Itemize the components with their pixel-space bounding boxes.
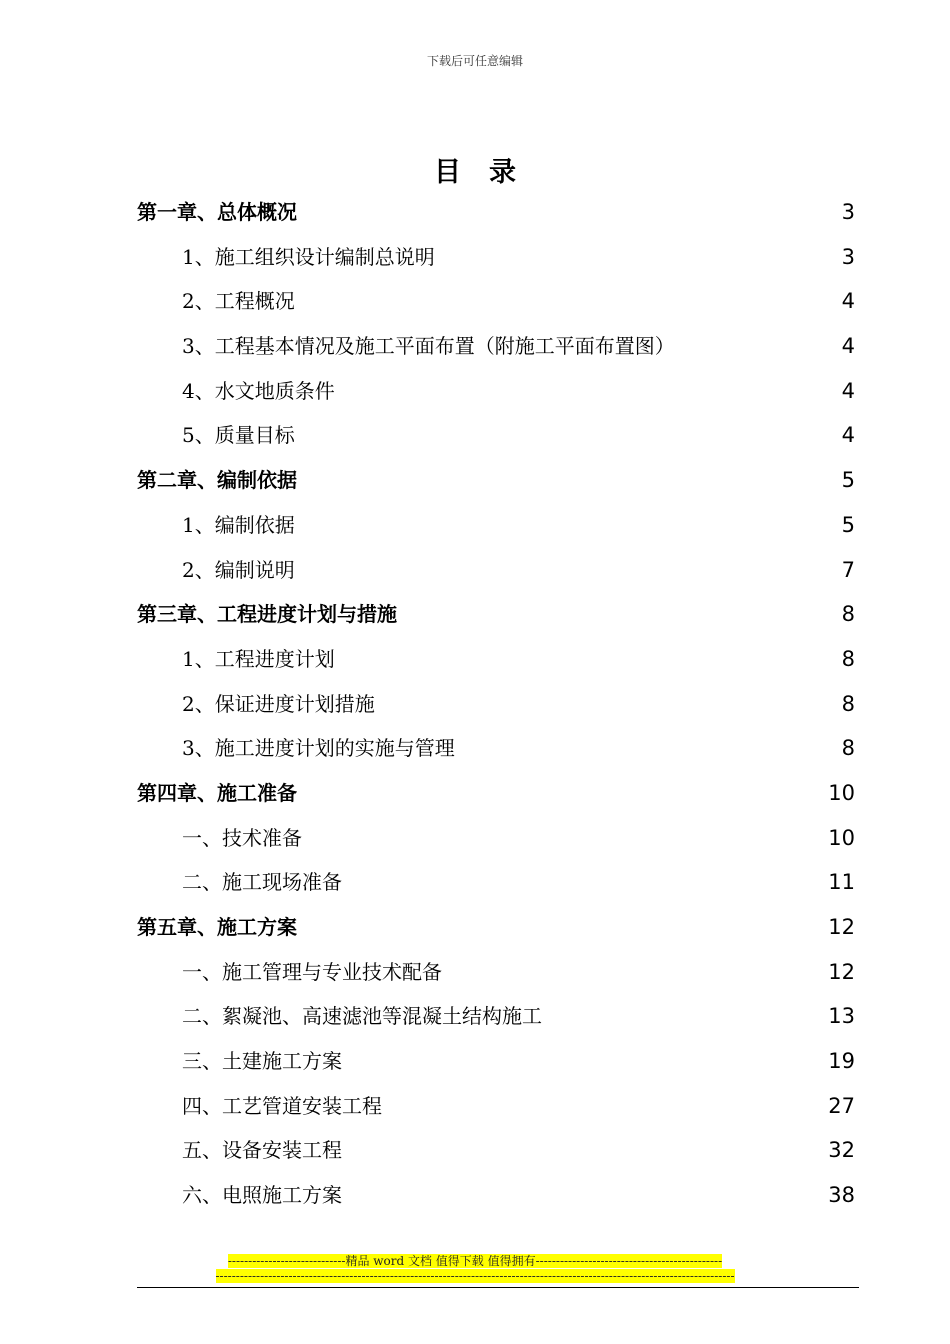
toc-entry-label: 二、施工现场准备 [182, 870, 342, 895]
toc-entry-label: 一、技术准备 [182, 825, 302, 850]
toc-entry-page-number: 3 [841, 200, 855, 224]
toc-entry-label: 2、保证进度计划措施 [182, 691, 375, 716]
toc-entry-label: 五、设备安装工程 [182, 1138, 342, 1163]
toc-entry-label: 3、施工进度计划的实施与管理 [182, 736, 455, 761]
toc-entry-page-number: 19 [828, 1049, 855, 1074]
toc-entry-page-number: 4 [841, 423, 855, 448]
toc-section-entry[interactable] [137, 860, 855, 905]
toc-section-entry[interactable] [137, 816, 855, 861]
toc-chapter-entry[interactable] [137, 592, 855, 637]
toc-entry-page-number: 7 [841, 557, 855, 582]
toc-entry-page-number: 4 [841, 378, 855, 403]
toc-entry-page-number: 32 [828, 1138, 855, 1163]
toc-entry-label: 第四章、施工准备 [137, 780, 297, 805]
toc-entry-page-number: 8 [841, 736, 855, 761]
toc-entry-page-number: 10 [828, 780, 855, 805]
toc-entry-label: 4、水文地质条件 [182, 378, 335, 403]
toc-entry-page-number: 4 [841, 334, 855, 359]
toc-chapter-entry[interactable] [137, 771, 855, 816]
toc-entry-label: 二、絮凝池、高速滤池等混凝土结构施工 [182, 1004, 542, 1029]
footer-divider [137, 1287, 859, 1288]
toc-entry-page-number: 10 [828, 825, 855, 850]
toc-entry-label: 第五章、施工方案 [137, 915, 297, 939]
toc-entry-page-number: 4 [841, 289, 855, 314]
toc-entry-label: 六、电照施工方案 [182, 1183, 342, 1208]
toc-section-entry[interactable] [137, 413, 855, 458]
toc-entry-page-number: 5 [841, 468, 855, 493]
footer-banner-dashes: -------------------------------------------------------------------------------------------------------------------------------- [215, 1269, 735, 1283]
toc-chapter-entry[interactable] [137, 905, 855, 950]
toc-section-entry[interactable] [137, 994, 855, 1039]
toc-section-entry[interactable] [137, 950, 855, 995]
toc-entry-label: 1、工程进度计划 [182, 646, 335, 671]
toc-section-entry[interactable] [137, 1039, 855, 1084]
toc-entry-page-number: 38 [828, 1183, 855, 1208]
toc-section-entry[interactable] [137, 1173, 855, 1218]
toc-entry-label: 1、编制依据 [182, 512, 295, 537]
toc-entry-label: 5、质量目标 [182, 423, 295, 448]
toc-entry-page-number: 27 [828, 1093, 855, 1118]
toc-chapter-entry[interactable] [137, 190, 855, 235]
toc-entry-page-number: 13 [828, 1004, 855, 1029]
page-header: 下载后可任意编辑 [426, 54, 523, 68]
footer-banner-line-1 [0, 1254, 950, 1269]
toc-entry-label: 3、工程基本情况及施工平面布置（附施工平面布置图） [182, 334, 675, 359]
toc-section-entry[interactable] [137, 1128, 855, 1173]
toc-section-entry[interactable] [137, 369, 855, 414]
toc-entry-page-number: 8 [841, 646, 855, 671]
toc-entry-page-number: 5 [841, 512, 855, 537]
toc-entry-page-number: 11 [828, 870, 855, 895]
toc-entry-label: 2、工程概况 [182, 289, 295, 314]
toc-entry-label: 第二章、编制依据 [137, 468, 297, 493]
toc-section-entry[interactable] [137, 682, 855, 727]
toc-entry-label: 三、土建施工方案 [182, 1049, 342, 1074]
toc-entry-label: 四、工艺管道安装工程 [182, 1093, 382, 1118]
toc-entry-page-number: 8 [841, 602, 855, 627]
toc-section-entry[interactable] [137, 1084, 855, 1129]
toc-entry-label: 一、施工管理与专业技术配备 [182, 959, 442, 984]
toc-entry-page-number: 12 [828, 959, 855, 984]
toc-section-entry[interactable] [137, 637, 855, 682]
toc-entry-label: 第三章、工程进度计划与措施 [137, 602, 397, 627]
toc-entry-label: 1、施工组织设计编制总说明 [182, 244, 435, 269]
toc-entry-page-number: 8 [841, 691, 855, 716]
toc-entry-page-number: 3 [841, 244, 855, 269]
toc-entry-page-number: 12 [828, 915, 855, 939]
toc-entry-label: 2、编制说明 [182, 557, 295, 582]
footer-banner-line-2 [0, 1269, 950, 1284]
toc-section-entry[interactable] [137, 503, 855, 548]
toc-section-entry[interactable] [137, 726, 855, 771]
toc-section-entry[interactable] [137, 324, 855, 369]
toc-section-entry[interactable] [137, 235, 855, 280]
toc-chapter-entry[interactable] [137, 458, 855, 503]
toc-section-entry[interactable] [137, 548, 855, 593]
page-title: 目录 [434, 157, 544, 188]
table-of-contents [137, 190, 855, 1218]
toc-entry-label: 第一章、总体概况 [137, 200, 297, 224]
footer-banner-text: -----------------------------精品 word 文档 值得下载 值得拥有---------------------------------------------- [227, 1254, 723, 1268]
toc-section-entry[interactable] [137, 279, 855, 324]
